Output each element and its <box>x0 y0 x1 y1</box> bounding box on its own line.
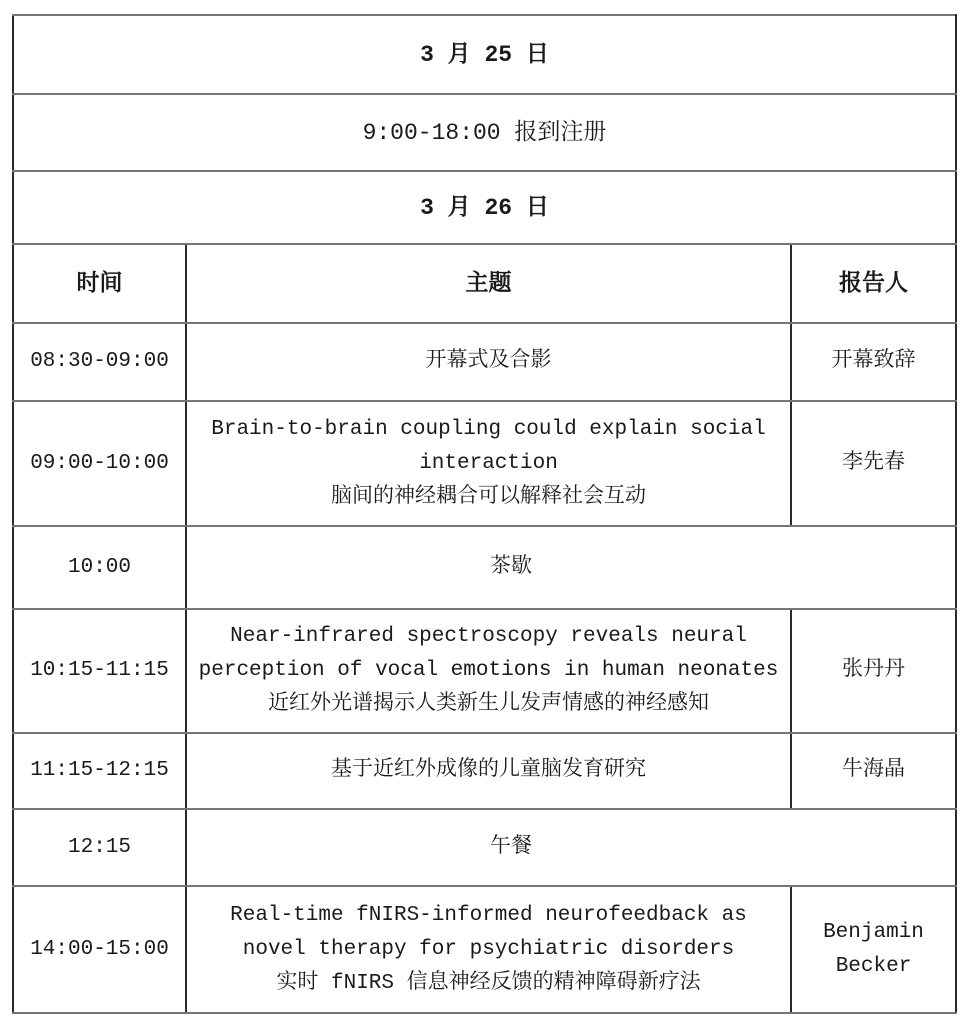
schedule-table <box>12 14 957 1014</box>
topic-line: 实时 fNIRS 信息神经反馈的精神障碍新疗法 <box>276 971 701 995</box>
column-header-speaker: 报告人 <box>791 244 956 323</box>
schedule-sheet <box>12 14 957 1014</box>
topic-cell <box>186 323 791 401</box>
column-header-time: 时间 <box>13 244 186 323</box>
topic-line: 茶歇 <box>490 555 532 579</box>
registration-cell: 9:00-18:00 报到注册 <box>13 94 956 171</box>
speaker-cell: 张丹丹 <box>791 609 956 733</box>
day2-header-row <box>13 171 956 244</box>
topic-line: interaction <box>419 451 558 475</box>
speaker-cell: 开幕致辞 <box>791 323 956 401</box>
day1-title: 3 月 25 日 <box>13 15 956 94</box>
topic-cell <box>186 609 791 733</box>
day2-title: 3 月 26 日 <box>13 171 956 244</box>
table-row-opening <box>13 323 956 401</box>
table-row-lunch <box>13 809 956 886</box>
time-cell: 10:15-11:15 <box>13 609 186 733</box>
time-cell: 12:15 <box>13 809 186 886</box>
time-cell: 08:30-09:00 <box>13 323 186 401</box>
time-cell: 10:00 <box>13 526 186 609</box>
topic-line: 近红外光谱揭示人类新生儿发声情感的神经感知 <box>268 693 709 716</box>
table-row-talk-zhang <box>13 609 956 733</box>
speaker-cell: Benjamin Becker <box>791 886 956 1013</box>
speaker-cell: 李先春 <box>791 401 956 526</box>
topic-cell-merged <box>186 809 956 886</box>
time-cell: 11:15-12:15 <box>13 733 186 809</box>
table-row-talk-becker <box>13 886 956 1013</box>
time-cell: 14:00-15:00 <box>13 886 186 1013</box>
topic-line: 午餐 <box>490 835 532 859</box>
topic-cell <box>186 401 791 526</box>
topic-line: 开幕式及合影 <box>425 350 552 373</box>
topic-line: Near-infrared spectroscopy reveals neural <box>230 625 747 648</box>
topic-line: Brain-to-brain coupling could explain social <box>211 417 766 441</box>
table-row-talk-li <box>13 401 956 526</box>
topic-line: 脑间的神经耦合可以解释社会互动 <box>331 485 646 509</box>
topic-line: novel therapy for psychiatric disorders <box>242 937 735 961</box>
topic-cell-merged <box>186 526 956 609</box>
topic-line: perception of vocal emotions in human neonates <box>198 659 779 682</box>
topic-cell <box>186 886 791 1013</box>
table-row-tea-break <box>13 526 956 609</box>
column-header-row <box>13 244 956 323</box>
table-row-talk-niu <box>13 733 956 809</box>
registration-row <box>13 94 956 171</box>
topic-cell <box>186 733 791 809</box>
day1-header-row <box>13 15 956 94</box>
topic-line: 基于近红外成像的儿童脑发育研究 <box>331 759 646 782</box>
topic-line: Real-time fNIRS-informed neurofeedback as <box>230 903 747 927</box>
column-header-topic: 主题 <box>186 244 791 323</box>
time-cell: 09:00-10:00 <box>13 401 186 526</box>
speaker-cell: 牛海晶 <box>791 733 956 809</box>
